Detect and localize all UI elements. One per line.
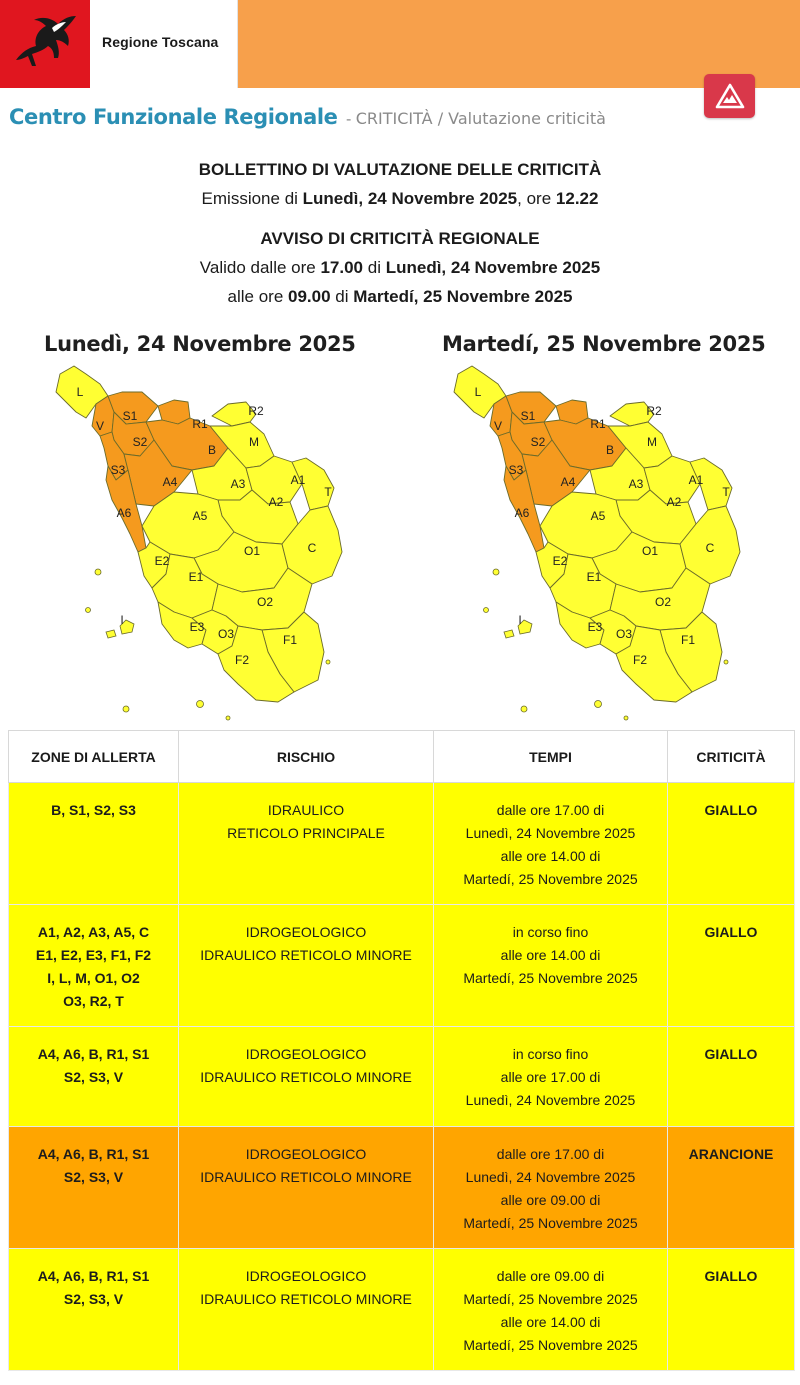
zone-cell-line: A4, A6, B, R1, S1 <box>37 1146 150 1162</box>
tempi-cell-line: Martedí, 25 Novembre 2025 <box>463 871 638 887</box>
map-label-S1: S1 <box>520 409 536 423</box>
tempi-cell-line: alle ore 14.00 di <box>500 947 601 963</box>
zone-cell-line: S2, S3, V <box>63 1169 124 1185</box>
tempi-cell-line: alle ore 17.00 di <box>500 1069 601 1085</box>
map-label-A5: A5 <box>192 509 208 523</box>
rischio-cell-line: IDRAULICO RETICOLO MINORE <box>200 1169 412 1185</box>
alert-table <box>8 730 795 1371</box>
map-title-day2: Martedí, 25 Novembre 2025 <box>442 332 766 356</box>
rischio-cell-line: IDROGEOLOGICO <box>245 924 367 940</box>
valid-from-date: Lunedì, 24 Novembre 2025 <box>385 258 601 277</box>
criticita-cell: GIALLO <box>668 1249 795 1371</box>
map-label-E2: E2 <box>154 554 170 568</box>
zone-cell <box>9 905 179 1027</box>
bulletin-title: BOLLETTINO DI VALUTAZIONE DELLE CRITICITÀ <box>198 160 602 179</box>
table-header-row <box>9 731 795 783</box>
tempi-cell-line: alle ore 09.00 di <box>500 1192 601 1208</box>
tempi-cell-line: Lunedì, 24 Novembre 2025 <box>465 1092 636 1108</box>
map-label-E2: E2 <box>552 554 568 568</box>
tempi-cell-line: Martedí, 25 Novembre 2025 <box>463 1291 638 1307</box>
map-label-A1: A1 <box>688 473 704 487</box>
emission-time: 12.22 <box>555 189 599 208</box>
map-label-O2: O2 <box>654 595 672 609</box>
map-label-O3: O3 <box>217 627 235 641</box>
map-label-A3: A3 <box>628 477 644 491</box>
warning-triangle-icon <box>715 83 745 109</box>
zone-cell-line: E1, E2, E3, F1, F2 <box>35 947 152 963</box>
map-title-day1: Lunedì, 24 Novembre 2025 <box>44 332 356 356</box>
header-rischio: RISCHIO <box>179 731 434 783</box>
rischio-cell <box>179 783 434 905</box>
map-label-R2: R2 <box>646 404 662 418</box>
map-label-I: I <box>518 613 522 627</box>
rischio-cell-line: IDRAULICO RETICOLO MINORE <box>200 1069 412 1085</box>
tempi-cell-line: dalle ore 17.00 di <box>496 1146 605 1162</box>
map-label-S1: S1 <box>122 409 138 423</box>
rischio-cell-line: IDRAULICO <box>267 802 345 818</box>
map-label-C: C <box>307 541 317 555</box>
map-label-F1: F1 <box>680 633 696 647</box>
emission-date: Lunedì, 24 Novembre 2025 <box>302 189 518 208</box>
table-row <box>9 783 795 905</box>
zone-cell-line: S2, S3, V <box>63 1069 124 1085</box>
map-label-L: L <box>474 385 482 399</box>
map-label-E1: E1 <box>586 570 602 584</box>
rischio-cell-line: RETICOLO PRINCIPALE <box>227 825 385 841</box>
alert-button[interactable] <box>704 74 755 118</box>
valid-di: di <box>367 258 381 277</box>
map-label-S2: S2 <box>132 435 148 449</box>
map-label-A1: A1 <box>290 473 306 487</box>
tempi-cell-line: dalle ore 17.00 di <box>496 802 605 818</box>
tempi-cell-line: Lunedì, 24 Novembre 2025 <box>465 825 636 841</box>
bulletin-emission <box>0 189 800 209</box>
header-tempi: TEMPI <box>434 731 668 783</box>
map-label-E3: E3 <box>189 620 205 634</box>
map-label-O1: O1 <box>641 544 659 558</box>
criticita-cell: GIALLO <box>668 1027 795 1127</box>
map-label-F2: F2 <box>234 653 250 667</box>
map-label-B: B <box>207 443 217 457</box>
tuscany-alert-map <box>42 362 372 722</box>
tempi-cell <box>434 783 668 905</box>
tempi-cell-line: alle ore 14.00 di <box>500 1314 601 1330</box>
tempi-cell-line: alle ore 14.00 di <box>500 848 601 864</box>
tempi-cell-line: Martedí, 25 Novembre 2025 <box>463 1215 638 1231</box>
tempi-cell <box>434 905 668 1027</box>
map-label-S2: S2 <box>530 435 546 449</box>
rischio-cell <box>179 1249 434 1371</box>
valid-prefix: Valido dalle ore <box>199 258 316 277</box>
criticita-cell: ARANCIONE <box>668 1127 795 1249</box>
map-day2[interactable] <box>440 362 770 722</box>
breadcrumb-path: CRITICITÀ / Valutazione criticità <box>355 109 606 128</box>
tempi-cell-line: Lunedì, 24 Novembre 2025 <box>465 1169 636 1185</box>
valid-to-date: Martedí, 25 Novembre 2025 <box>353 287 573 306</box>
pegasus-logo-icon <box>0 0 90 88</box>
rischio-cell <box>179 1127 434 1249</box>
zone-cell <box>9 1027 179 1127</box>
zone-cell-line: A4, A6, B, R1, S1 <box>37 1268 150 1284</box>
map-label-T: T <box>722 485 730 499</box>
tempi-cell <box>434 1249 668 1371</box>
map-label-S3: S3 <box>110 463 126 477</box>
map-label-I: I <box>120 613 124 627</box>
map-label-F2: F2 <box>632 653 648 667</box>
zone-cell-line: A1, A2, A3, A5, C <box>37 924 150 940</box>
rischio-cell <box>179 905 434 1027</box>
map-label-A4: A4 <box>162 475 178 489</box>
tempi-cell <box>434 1027 668 1127</box>
zone-cell-line: I, L, M, O1, O2 <box>47 970 140 986</box>
zone-cell-line: S2, S3, V <box>63 1291 124 1307</box>
tempi-cell <box>434 1127 668 1249</box>
map-label-A2: A2 <box>268 495 284 509</box>
valid-from-time: 17.00 <box>320 258 364 277</box>
map-label-L: L <box>76 385 84 399</box>
criticita-cell: GIALLO <box>668 905 795 1027</box>
map-label-C: C <box>705 541 715 555</box>
map-label-O2: O2 <box>256 595 274 609</box>
table-row <box>9 1249 795 1371</box>
rischio-cell <box>179 1027 434 1127</box>
map-label-R2: R2 <box>248 404 264 418</box>
map-label-A5: A5 <box>590 509 606 523</box>
validity-from <box>0 258 800 278</box>
map-label-A4: A4 <box>560 475 576 489</box>
map-label-V: V <box>493 419 503 433</box>
avviso-title: AVVISO DI CRITICITÀ REGIONALE <box>260 229 540 248</box>
rischio-cell-line: IDRAULICO RETICOLO MINORE <box>200 1291 412 1307</box>
map-label-A2: A2 <box>666 495 682 509</box>
rischio-cell-line: IDROGEOLOGICO <box>245 1146 367 1162</box>
table-row <box>9 905 795 1027</box>
map-label-B: B <box>605 443 615 457</box>
emission-mid: , ore <box>517 189 552 208</box>
tempi-cell-line: dalle ore 09.00 di <box>496 1268 605 1284</box>
zone-cell-line: B, S1, S2, S3 <box>51 802 136 818</box>
map-label-M: M <box>249 435 259 449</box>
map-label-A3: A3 <box>230 477 246 491</box>
rischio-cell-line: IDROGEOLOGICO <box>245 1046 367 1062</box>
tempi-cell-line: Martedí, 25 Novembre 2025 <box>463 970 638 986</box>
zone-cell <box>9 783 179 905</box>
emission-prefix: Emissione di <box>201 189 298 208</box>
map-label-M: M <box>647 435 657 449</box>
zone-cell-line: O3, R2, T <box>63 993 124 1009</box>
map-label-S3: S3 <box>508 463 524 477</box>
table-row <box>9 1127 795 1249</box>
validity-to <box>0 287 800 307</box>
map-label-O3: O3 <box>615 627 633 641</box>
breadcrumb-separator: - <box>345 111 352 128</box>
map-label-O1: O1 <box>243 544 261 558</box>
zone-cell <box>9 1127 179 1249</box>
breadcrumb <box>9 105 606 129</box>
zone-cell-line: A4, A6, B, R1, S1 <box>37 1046 150 1062</box>
map-label-E3: E3 <box>587 620 603 634</box>
map-label-R1: R1 <box>192 417 208 431</box>
map-label-F1: F1 <box>282 633 298 647</box>
tempi-cell-line: Martedí, 25 Novembre 2025 <box>463 1337 638 1353</box>
valid-to-prefix: alle ore <box>227 287 284 306</box>
tuscany-alert-map <box>440 362 770 722</box>
zone-cell <box>9 1249 179 1371</box>
tempi-cell-line: in corso fino <box>512 1046 589 1062</box>
rischio-cell-line: IDROGEOLOGICO <box>245 1268 367 1284</box>
region-logo[interactable] <box>0 0 238 88</box>
region-name: Regione Toscana <box>102 34 219 50</box>
map-label-A6: A6 <box>514 506 530 520</box>
valid-to-time: 09.00 <box>288 287 331 306</box>
breadcrumb-title[interactable]: Centro Funzionale Regionale <box>9 105 338 129</box>
criticita-cell: GIALLO <box>668 783 795 905</box>
map-label-T: T <box>324 485 332 499</box>
table-row <box>9 1027 795 1127</box>
map-label-V: V <box>95 419 105 433</box>
header-zone: ZONE DI ALLERTA <box>9 731 179 783</box>
valid-to-di: di <box>335 287 349 306</box>
rischio-cell-line: IDRAULICO RETICOLO MINORE <box>200 947 412 963</box>
map-label-A6: A6 <box>116 506 132 520</box>
header-criticita: CRITICITÀ <box>668 731 795 783</box>
map-label-R1: R1 <box>590 417 606 431</box>
tempi-cell-line: in corso fino <box>512 924 589 940</box>
map-label-E1: E1 <box>188 570 204 584</box>
map-day1[interactable] <box>42 362 372 722</box>
